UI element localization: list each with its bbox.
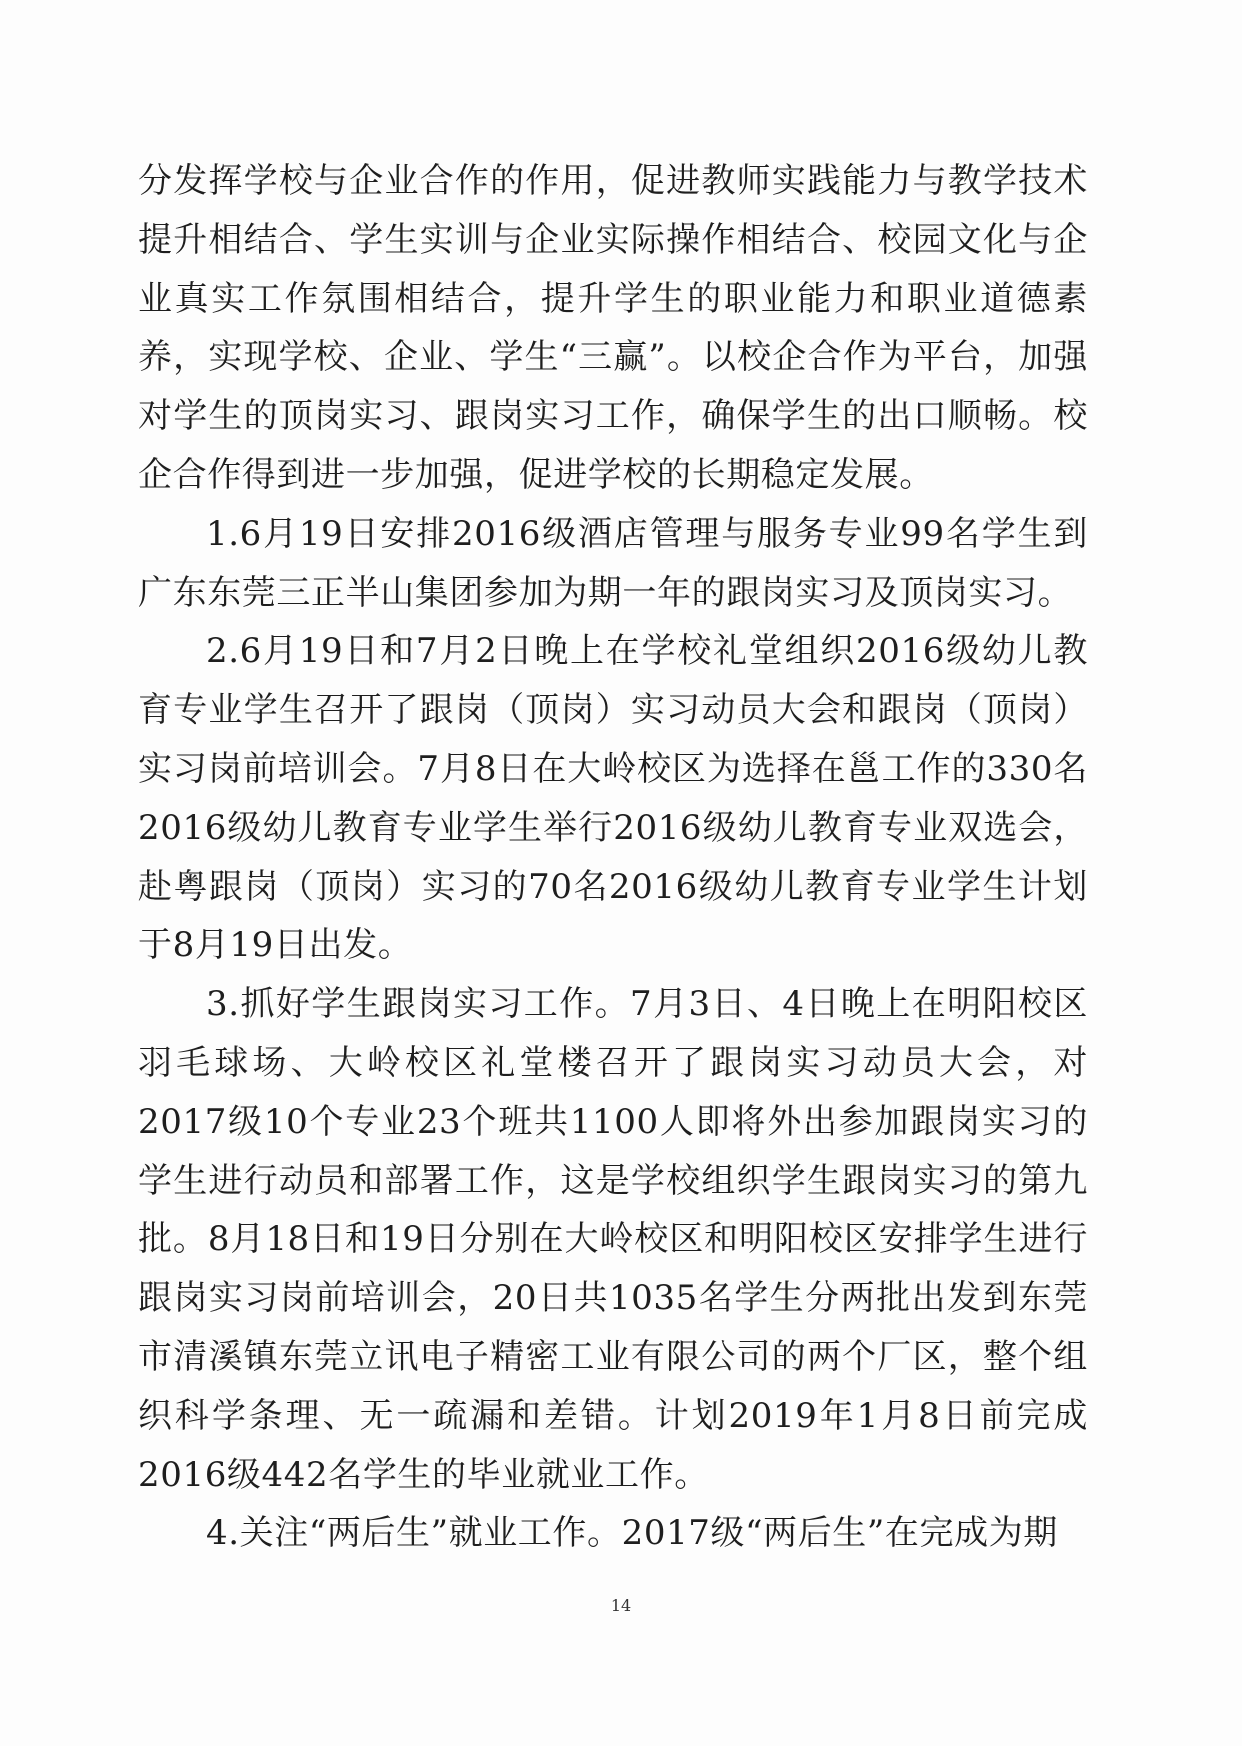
- paragraph-item-4: 4.关注“两后生”就业工作。2017级“两后生”在完成为期: [206, 1513, 1058, 1554]
- paragraph-item-3: 3.抓好学生跟岗实习工作。7月3日、4日晚上在明阳校区羽毛球场、大岭校区礼堂楼召开了跟岗实习动员大会，对2017级10个专业23个班共1100人即将外出参加跟岗实习的学生进行动员和部署工作，这是学校组织学生跟岗实习的第九批。8月18日和19日分别在大岭校区和明阳校区安排学生进行跟岗实习岗前培训会，20日共1035名学生分两批出发到东莞市清溪镇东莞立讯电子精密工业有限公司的两个厂区，整个组织科学条理、无一疏漏和差错。计划2019年1月8日前完成2016级442名学生的毕业就业工作。: [138, 984, 1088, 1495]
- paragraph-item-1: 1.6月19日安排2016级酒店管理与服务专业99名学生到广东东莞三正半山集团参加为期一年的跟岗实习及顶岗实习。: [138, 513, 1088, 613]
- paragraph-continuation: 分发挥学校与企业合作的作用，促进教师实践能力与教学技术提升相结合、学生实训与企业实际操作相结合、校园文化与企业真实工作氛围相结合，提升学生的职业能力和职业道德素养，实现学校、企业、学生“三赢”。以校企合作为平台，加强对学生的顶岗实习、跟岗实习工作，确保学生的出口顺畅。校企合作得到进一步加强，促进学校的长期稳定发展。: [138, 161, 1088, 495]
- page-number: 14: [610, 1596, 632, 1615]
- body-text: [138, 152, 1088, 1563]
- paragraph-item-2: 2.6月19日和7月2日晚上在学校礼堂组织2016级幼儿教育专业学生召开了跟岗（顶岗）实习动员大会和跟岗（顶岗）实习岗前培训会。7月8日在大岭校区为选择在邕工作的330名2016级幼儿教育专业学生举行2016级幼儿教育专业双选会，赴粤跟岗（顶岗）实习的70名2016级幼儿教育专业学生计划于8月19日出发。: [138, 631, 1088, 966]
